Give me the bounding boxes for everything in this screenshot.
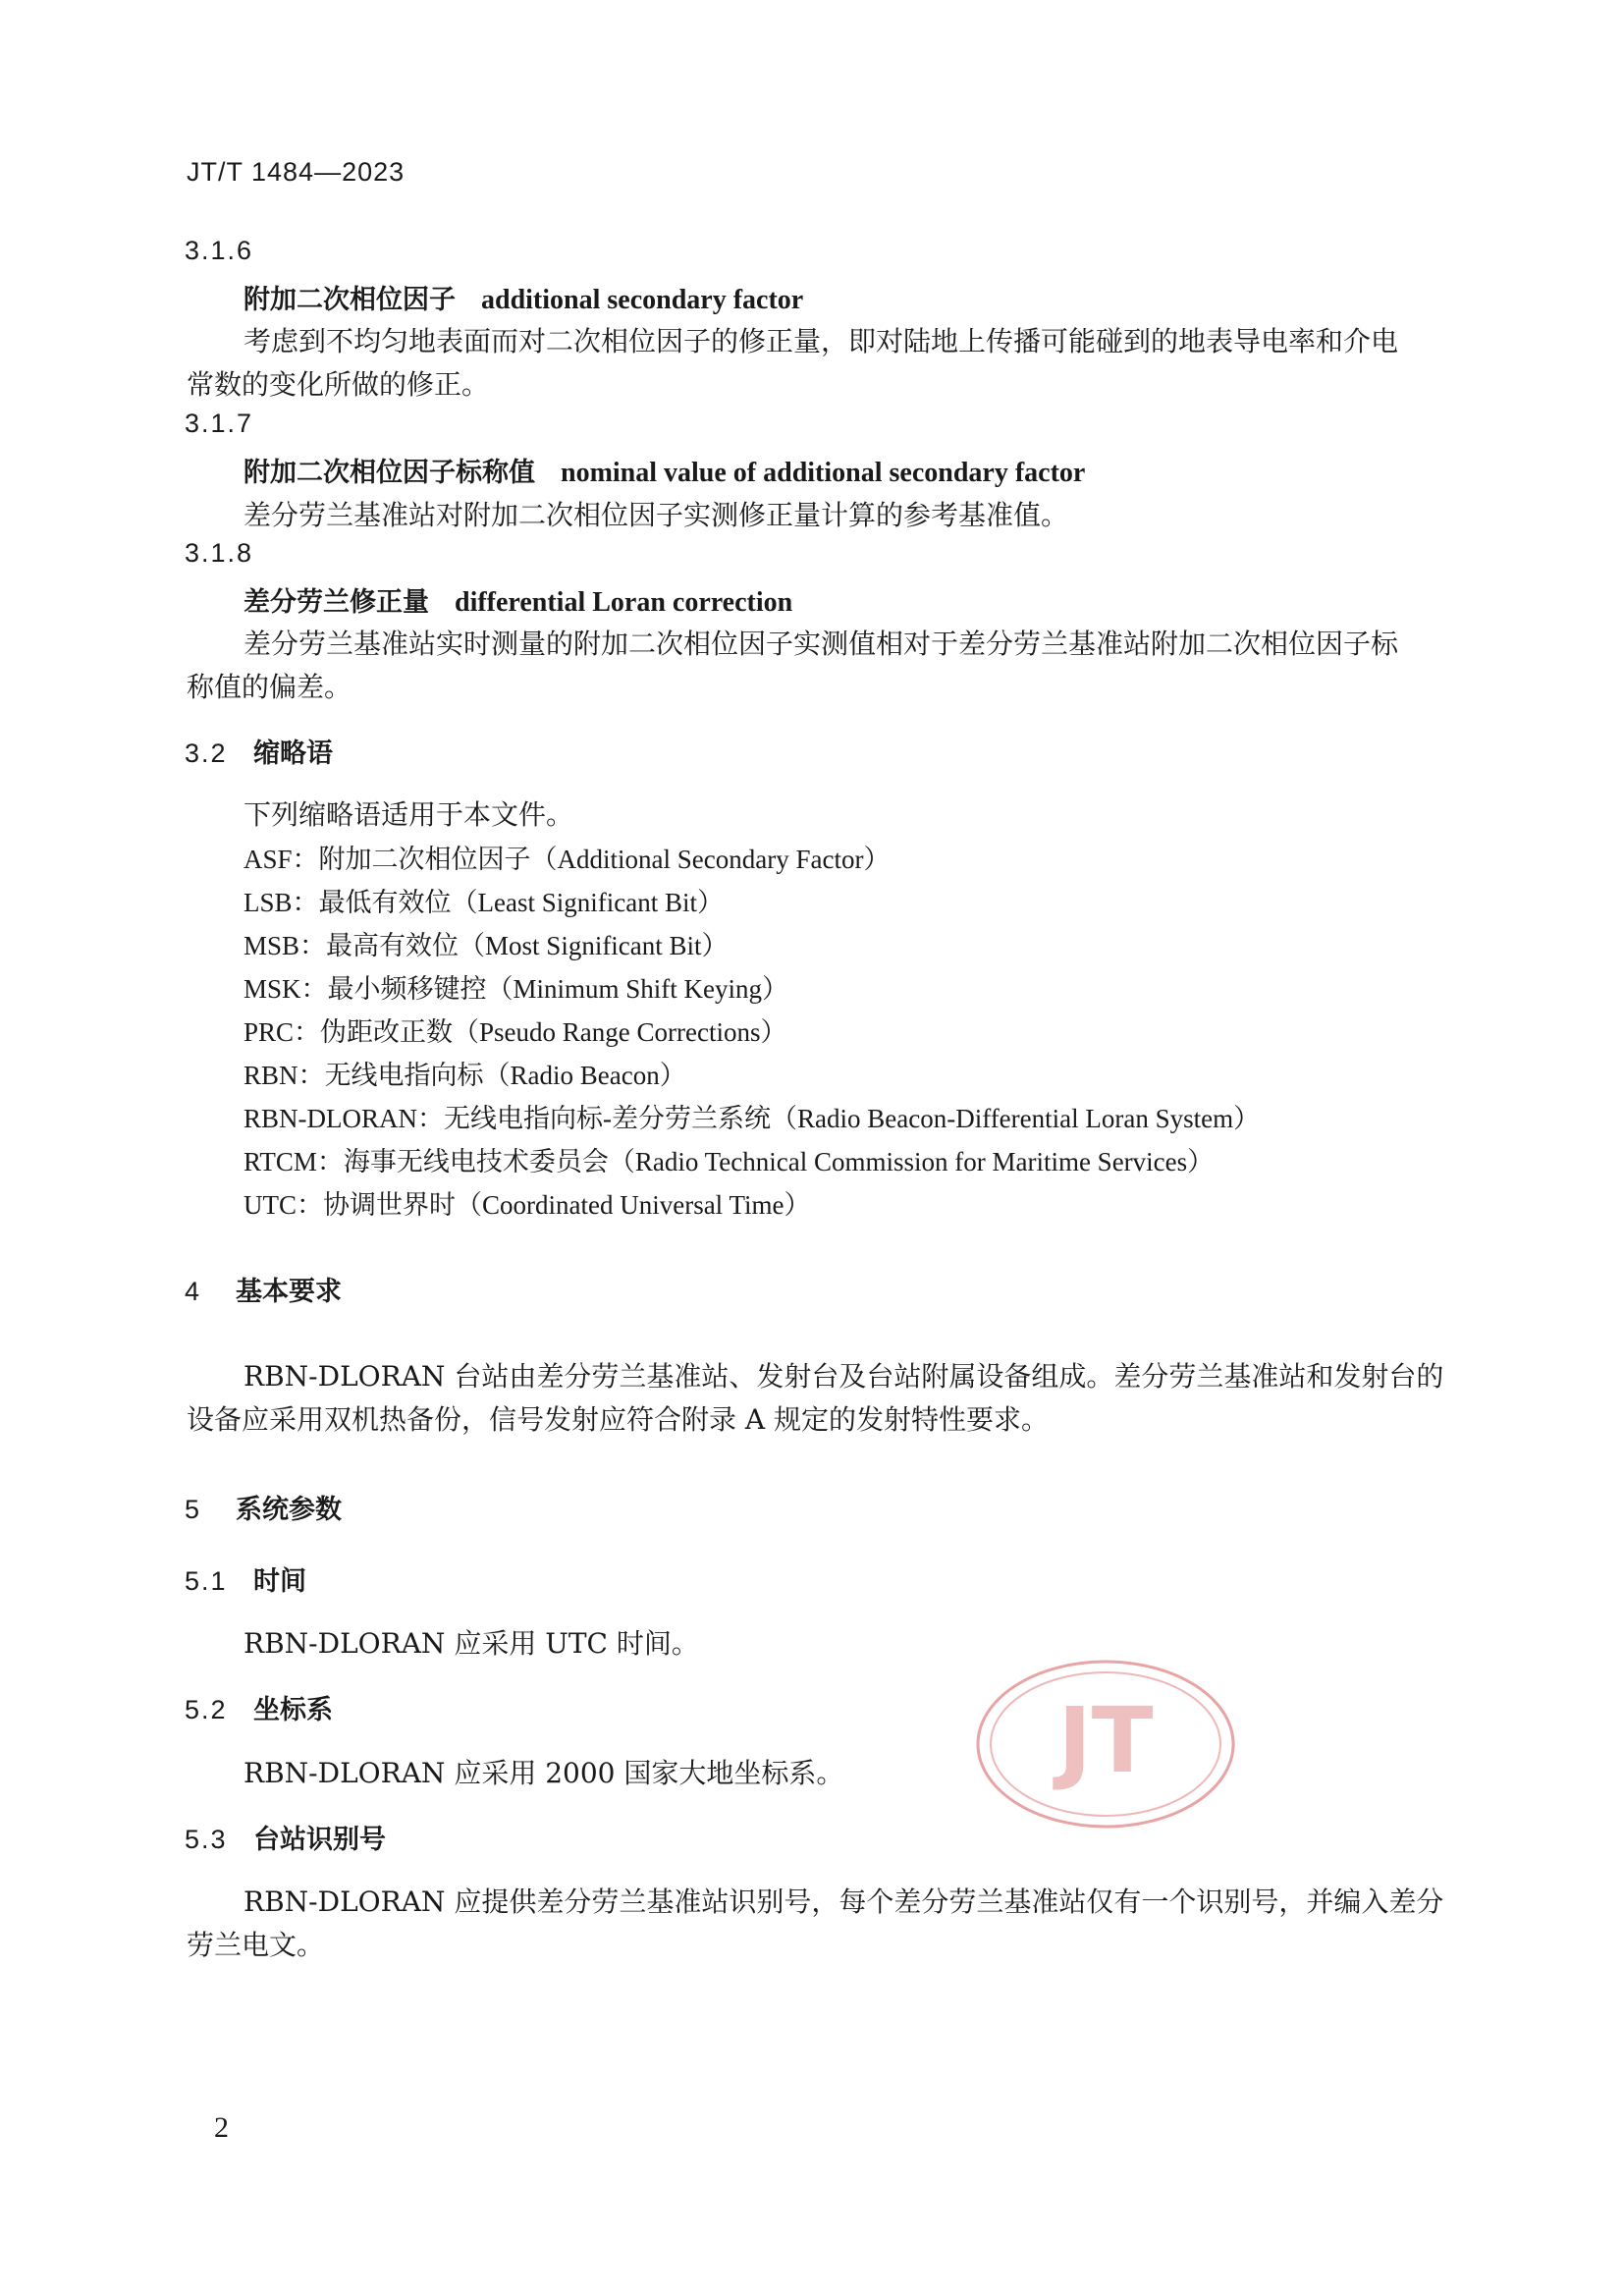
document-code: JT/T 1484—2023: [187, 157, 406, 187]
paragraph-line: 劳兰电文。: [187, 1929, 325, 1961]
term-definition-line: 考虑到不均匀地表面而对二次相位因子的修正量，即对陆地上传播可能碰到的地表导电率和介电: [243, 325, 1399, 357]
page-number: 2: [214, 2111, 229, 2144]
abbreviation-intro: 下列缩略语适用于本文件。: [243, 798, 574, 831]
section-heading-5: [185, 1488, 342, 1526]
paragraph-line: RBN-DLORAN 应提供差分劳兰基准站识别号，每个差分劳兰基准站仅有一个识别号，并编入差分: [243, 1886, 1444, 1918]
paragraph-line: RBN-DLORAN 应采用 UTC 时间。: [243, 1627, 699, 1660]
abbreviation-item: ASF：附加二次相位因子（Additional Secondary Factor）: [243, 845, 891, 874]
section-title: 坐标系: [253, 1695, 333, 1725]
paragraph-line: 设备应采用双机热备份，信号发射应符合附录 A 规定的发射特性要求。: [187, 1403, 1050, 1436]
term-title: [243, 451, 1085, 489]
section-heading-5-3: [185, 1818, 386, 1856]
section-title: 基本要求: [236, 1277, 342, 1307]
section-title: 时间: [253, 1566, 306, 1597]
abbreviation-item: UTC：协调世界时（Coordinated Universal Time）: [243, 1190, 811, 1220]
term-zh: 附加二次相位因子标称值: [243, 458, 535, 488]
term-number: 3.1.8: [185, 538, 254, 568]
section-title: 台站识别号: [253, 1825, 386, 1855]
term-zh: 附加二次相位因子: [243, 285, 456, 315]
section-number: 5: [185, 1495, 202, 1524]
term-definition-line: 差分劳兰基准站实时测量的附加二次相位因子实测值相对于差分劳兰基准站附加二次相位因子标: [243, 628, 1399, 660]
term-title: [243, 278, 803, 316]
section-number: 5.2: [185, 1695, 228, 1724]
term-number: 3.1.6: [185, 236, 254, 265]
term-en: additional secondary factor: [481, 285, 804, 315]
term-en: differential Loran correction: [455, 587, 793, 618]
abbreviation-item: MSK：最小频移键控（Minimum Shift Keying）: [243, 974, 789, 1004]
abbreviation-item: RBN：无线电指向标（Radio Beacon）: [243, 1061, 686, 1090]
paragraph-line: RBN-DLORAN 应采用 2000 国家大地坐标系。: [243, 1757, 844, 1789]
term-en: nominal value of additional secondary factor: [561, 458, 1086, 488]
abbreviation-item: RBN-DLORAN：无线电指向标-差分劳兰系统（Radio Beacon-Differential Loran System）: [243, 1104, 1261, 1133]
term-zh: 差分劳兰修正量: [243, 587, 429, 618]
term-definition-line: 差分劳兰基准站对附加二次相位因子实测修正量计算的参考基准值。: [243, 499, 1069, 531]
term-number: 3.1.7: [185, 409, 254, 438]
stamp-text: JT: [1057, 1688, 1154, 1793]
section-number: 5.3: [185, 1825, 228, 1854]
section-number: 5.1: [185, 1566, 228, 1596]
section-number: 4: [185, 1277, 202, 1306]
section-number: 3.2: [185, 738, 228, 768]
term-definition-line: 常数的变化所做的修正。: [187, 368, 490, 401]
abbreviation-item: MSB：最高有效位（Most Significant Bit）: [243, 931, 729, 960]
paragraph-line: RBN-DLORAN 台站由差分劳兰基准站、发射台及台站附属设备组成。差分劳兰基准站和发射台的: [243, 1360, 1444, 1393]
section-heading-4: [185, 1270, 342, 1308]
term-definition-line: 称值的偏差。: [187, 671, 352, 703]
term-title: [243, 580, 792, 619]
section-title: 系统参数: [236, 1495, 342, 1525]
section-title: 缩略语: [253, 738, 333, 769]
section-heading-5-1: [185, 1559, 306, 1598]
abbreviation-item: LSB：最低有效位（Least Significant Bit）: [243, 888, 724, 917]
abbreviation-item: PRC：伪距改正数（Pseudo Range Corrections）: [243, 1017, 787, 1047]
section-heading-5-2: [185, 1688, 333, 1726]
abbreviation-item: RTCM：海事无线电技术委员会（Radio Technical Commission for Maritime Services）: [243, 1147, 1215, 1176]
section-heading-3-2: [185, 732, 333, 770]
jt-watermark-stamp: [974, 1658, 1237, 1831]
